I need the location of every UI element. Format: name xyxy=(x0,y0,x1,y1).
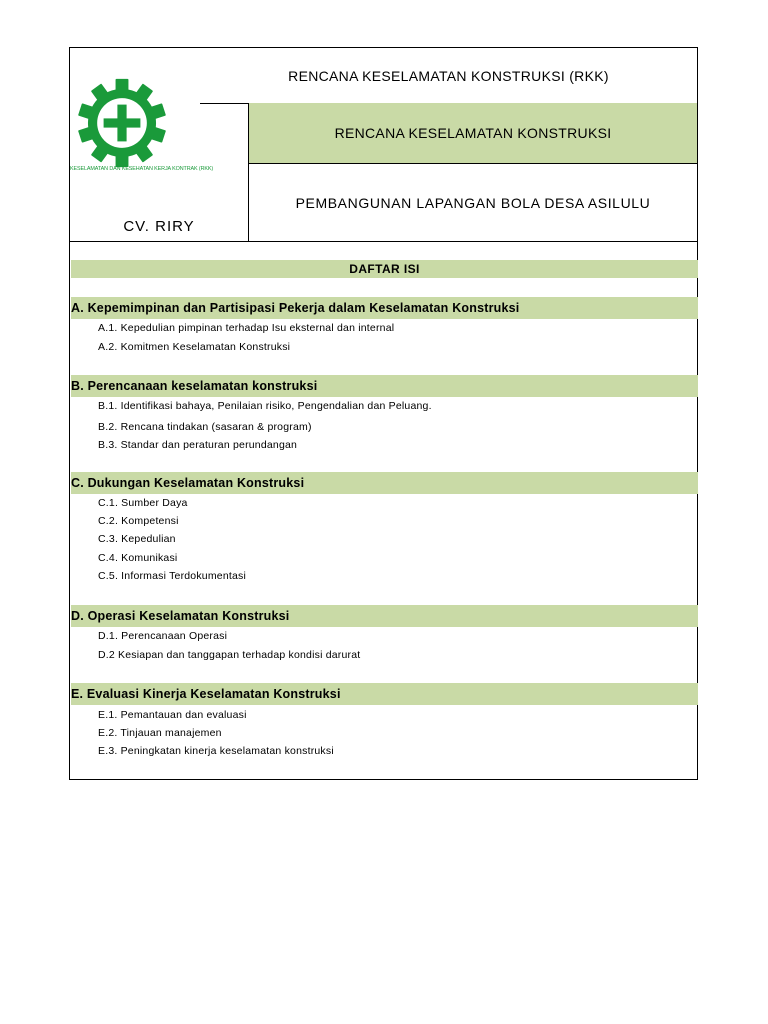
toc-section-e xyxy=(71,683,698,705)
subtitle-banner: RENCANA KESELAMATAN KONSTRUKSI xyxy=(249,103,697,164)
toc-item: E.1. Pemantauan dan evaluasi xyxy=(98,709,247,721)
toc-section-heading: B. Perencanaan keselamatan konstruksi xyxy=(71,379,318,393)
toc-title: DAFTAR ISI xyxy=(71,260,698,278)
toc-section-heading: D. Operasi Keselamatan Konstruksi xyxy=(71,609,290,623)
rkk-document xyxy=(69,47,698,780)
toc-section-heading: E. Evaluasi Kinerja Keselamatan Konstruksi xyxy=(71,687,341,701)
toc-item: A.2. Komitmen Keselamatan Konstruksi xyxy=(98,341,291,353)
toc-item: E.3. Peningkatan kinerja keselamatan konstruksi xyxy=(98,745,334,757)
toc-section-a xyxy=(71,297,698,319)
toc-item: B.3. Standar dan peraturan perundangan xyxy=(98,439,298,451)
project-name: PEMBANGUNAN LAPANGAN BOLA DESA ASILULU xyxy=(295,194,651,211)
company-name: CV. RIRY xyxy=(123,218,195,235)
toc-item: C.3. Kepedulian xyxy=(98,533,176,545)
toc-item: C.2. Kompetensi xyxy=(98,515,179,527)
k3-gear-icon xyxy=(70,77,174,169)
toc-item: C.4. Komunikasi xyxy=(98,552,178,564)
toc-item: D.2 Kesiapan dan tanggapan terhadap kondisi darurat xyxy=(98,649,361,661)
toc-section-b xyxy=(71,375,698,397)
toc-section-d xyxy=(71,605,698,627)
toc-item: A.1. Kepedulian pimpinan terhadap Isu eksternal dan internal xyxy=(98,322,395,334)
toc-section-c xyxy=(71,472,698,494)
toc-item: E.2. Tinjauan manajemen xyxy=(98,727,222,739)
toc-section-heading: A. Kepemimpinan dan Partisipasi Pekerja dalam Keselamatan Konstruksi xyxy=(71,301,520,315)
toc-item: B.2. Rencana tindakan (sasaran & program) xyxy=(98,421,312,433)
toc-section-heading: C. Dukungan Keselamatan Konstruksi xyxy=(71,476,305,490)
document-header xyxy=(70,48,697,242)
toc-item: B.1. Identifikasi bahaya, Penilaian risiko, Pengendalian dan Peluang. xyxy=(98,400,432,412)
logo-caption: KESELAMATAN DAN KESEHATAN KERJA KONTRAK (RKK) xyxy=(70,166,214,172)
toc-item: D.1. Perencanaan Operasi xyxy=(98,630,228,642)
document-title: RENCANA KESELAMATAN KONSTRUKSI (RKK) xyxy=(200,48,697,104)
toc-item: C.1. Sumber Daya xyxy=(98,497,188,509)
toc-item: C.5. Informasi Terdokumentasi xyxy=(98,570,247,582)
